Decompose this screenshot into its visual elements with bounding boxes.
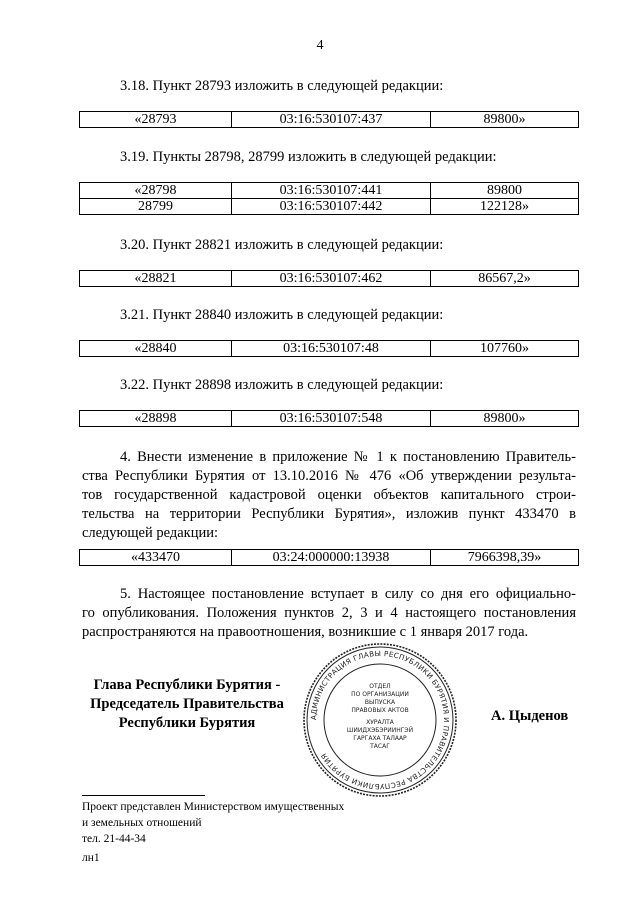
table-row: [80, 183, 579, 199]
amendment-table: [79, 270, 579, 287]
table-cell-value: 7966398,39»: [431, 550, 579, 566]
table-cell-cadastral-number: 03:16:530107:441: [232, 183, 431, 199]
table-row: [80, 550, 579, 566]
signatory-title: [82, 676, 292, 733]
table-cell-value: 89800»: [431, 112, 579, 128]
section-heading: 3.20. Пункт 28821 изложить в следующей редакции:: [120, 237, 444, 253]
table-row: [80, 199, 579, 215]
table-cell-value: 89800»: [431, 411, 579, 427]
table-cell-cadastral-number: 03:16:530107:48: [232, 341, 431, 357]
section-heading: 3.22. Пункт 28898 изложить в следующей редакции:: [120, 377, 444, 393]
stamp-line: ТАСАГ: [370, 743, 390, 750]
table-cell-item: «28840: [80, 341, 232, 357]
paragraph-line: следующей редакции:: [82, 525, 219, 541]
table-cell-value: 86567,2»: [431, 271, 579, 287]
section-heading: 3.21. Пункт 28840 изложить в следующей редакции:: [120, 307, 444, 323]
footer-note: [82, 799, 344, 847]
signatory-title-line: Глава Республики Бурятия -: [93, 677, 281, 693]
stamp-line: ШИИДХЭБЭРИИНГЭЙ: [346, 727, 414, 734]
footer-line: и земельных отношений: [82, 817, 202, 829]
paragraph-line: тельства на территории Республики Бурятия», изложив пункт 433470 в: [82, 506, 576, 522]
paragraph-5: [82, 585, 576, 642]
table-cell-item: «433470: [80, 550, 232, 566]
table-cell-cadastral-number: 03:16:530107:442: [232, 199, 431, 215]
amendment-table: [79, 340, 579, 357]
stamp-line: ХУРАЛТА: [366, 719, 394, 726]
stamp-ring-text: АДМИНИСТРАЦИЯ ГЛАВЫ РЕСПУБЛИКИ БУРЯТИЯ И ПРАВИТЕЛЬСТВА РЕСПУБЛИКИ БУРЯТИЯ: [308, 648, 452, 792]
footer-divider: [82, 795, 205, 796]
table-cell-value: 107760»: [431, 341, 579, 357]
paragraph-line: распространяются на правоотношения, возникшие с 1 января 2017 года.: [82, 624, 529, 640]
paragraph-line: ства Республики Бурятия от 13.10.2016 № 476 «Об утверждении результа-: [82, 468, 576, 484]
paragraph-line: тов государственной кадастровой оценки объектов капитального строи-: [82, 487, 576, 503]
amendment-table: [79, 410, 579, 427]
table-row: [80, 112, 579, 128]
official-stamp: [300, 640, 460, 800]
table-cell-cadastral-number: 03:16:530107:548: [232, 411, 431, 427]
table-cell-value: 89800: [431, 183, 579, 199]
table-cell-item: «28798: [80, 183, 232, 199]
paragraph-4: [82, 448, 576, 543]
table-cell-cadastral-number: 03:16:530107:437: [232, 112, 431, 128]
section-heading: 3.18. Пункт 28793 изложить в следующей редакции:: [120, 78, 444, 94]
table-cell-item: «28898: [80, 411, 232, 427]
stamp-line: ВЫПУСКА: [364, 699, 396, 706]
stamp-line: ГАРГАХА ТАЛААР: [353, 735, 407, 742]
document-code: лн1: [82, 852, 100, 864]
paragraph-line: 4. Внести изменение в приложение № 1 к постановлению Правитель-: [120, 449, 576, 465]
stamp-line: ОТДЕЛ: [369, 683, 391, 690]
amendment-table: [79, 182, 579, 215]
table-cell-item: «28793: [80, 112, 232, 128]
stamp-line: ПО ОРГАНИЗАЦИИ: [351, 691, 409, 698]
table-cell-cadastral-number: 03:24:000000:13938: [232, 550, 431, 566]
table-row: [80, 411, 579, 427]
table-cell-item: «28821: [80, 271, 232, 287]
signatory-title-line: Председатель Правительства: [90, 696, 284, 712]
footer-line: тел. 21-44-34: [82, 833, 146, 845]
table-row: [80, 271, 579, 287]
table-cell-cadastral-number: 03:16:530107:462: [232, 271, 431, 287]
signatory-title-line: Республики Бурятия: [118, 715, 256, 731]
amendment-table: [79, 549, 579, 566]
stamp-line: ПРАВОВЫХ АКТОВ: [351, 707, 409, 714]
table-cell-item: 28799: [80, 199, 232, 215]
paragraph-line: 5. Настоящее постановление вступает в силу со дня его официально-: [120, 586, 576, 602]
table-cell-value: 122128»: [431, 199, 579, 215]
signatory-name: А. Цыденов: [491, 708, 569, 724]
amendment-table: [79, 111, 579, 128]
page-number: 4: [316, 38, 324, 53]
footer-line: Проект представлен Министерством имущественных: [82, 801, 345, 813]
table-row: [80, 341, 579, 357]
section-heading: 3.19. Пункты 28798, 28799 изложить в следующей редакции:: [120, 149, 497, 165]
paragraph-line: го опубликования. Положения пунктов 2, 3 и 4 настоящего постановления: [82, 605, 576, 621]
